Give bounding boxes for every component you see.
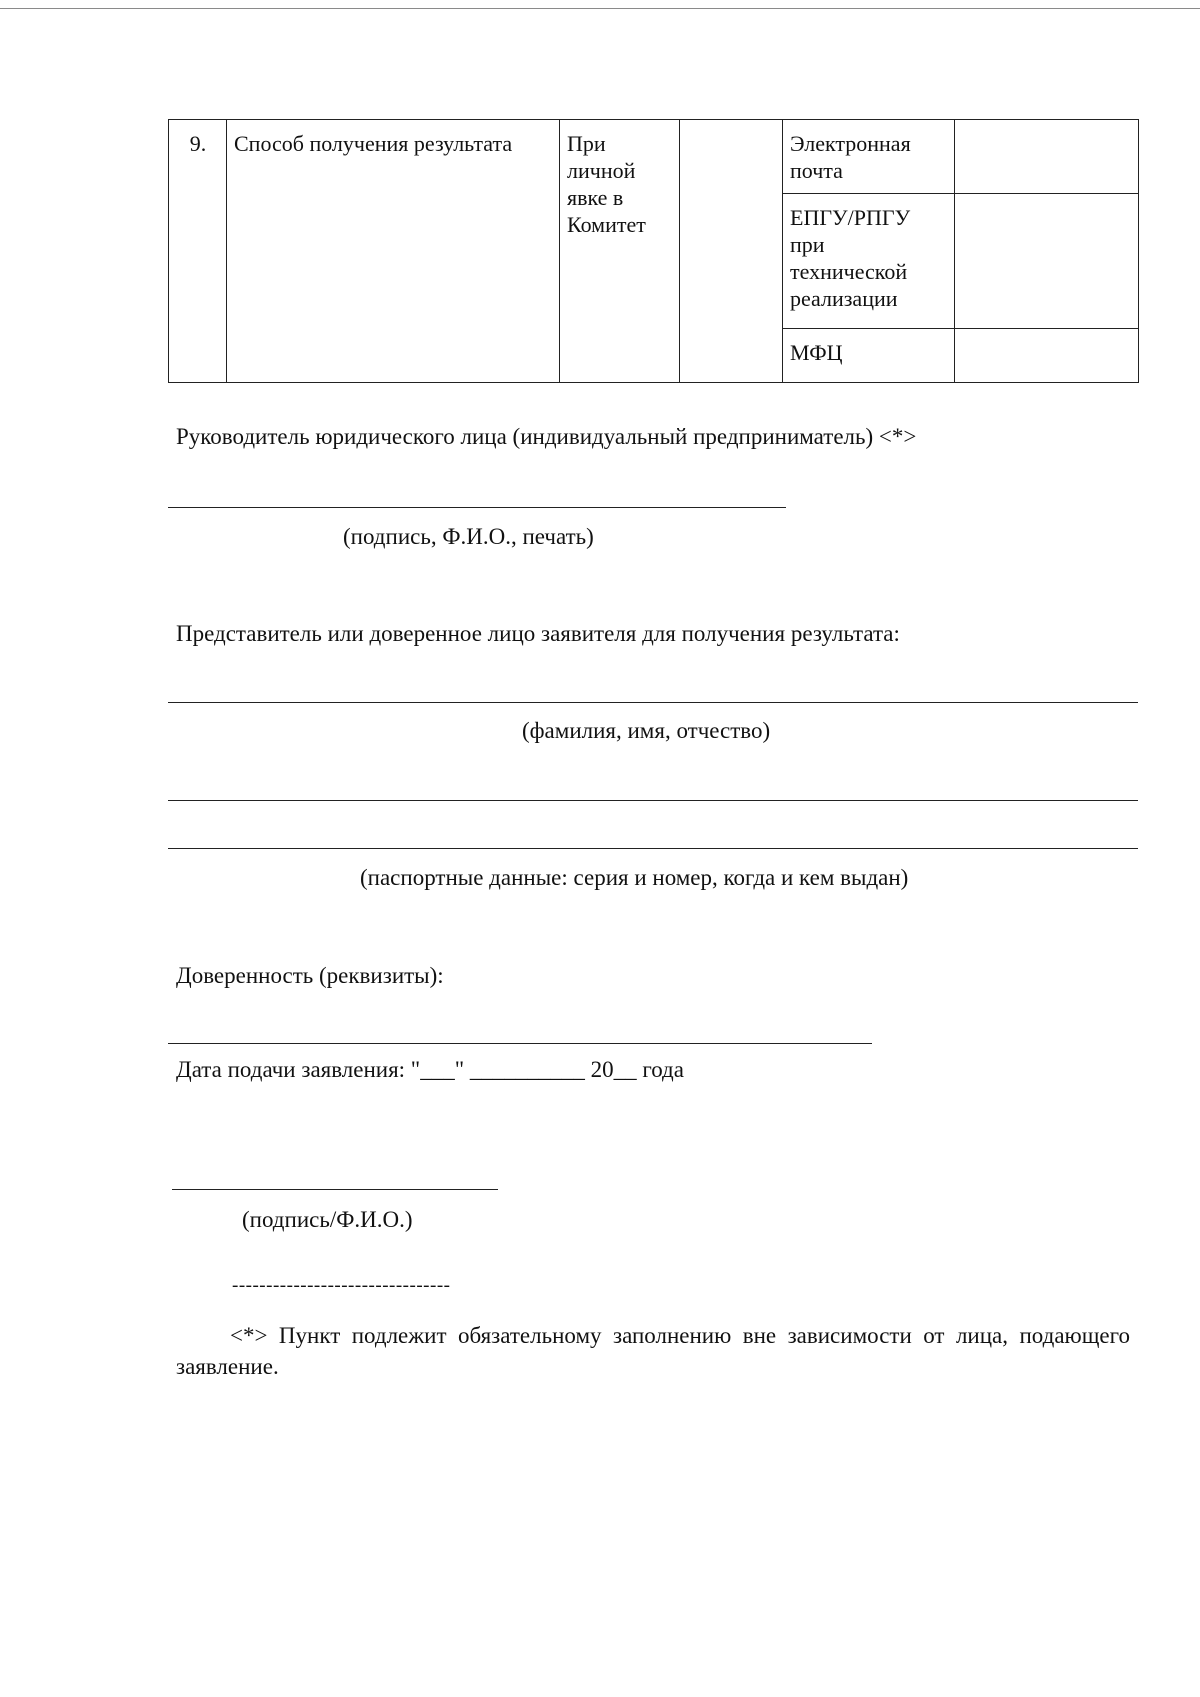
personal-line: Комитет bbox=[567, 212, 646, 237]
row-name: Способ получения результата bbox=[227, 120, 560, 383]
option-line: МФЦ bbox=[790, 340, 843, 366]
option-mfc bbox=[783, 329, 955, 383]
power-of-attorney-line[interactable] bbox=[168, 1043, 872, 1044]
personal-visit-checkbox-cell[interactable] bbox=[680, 120, 783, 383]
option-line: технической bbox=[790, 258, 908, 284]
personal-visit-cell bbox=[560, 120, 680, 383]
footnote-separator: -------------------------------- bbox=[232, 1275, 451, 1296]
option-line: ЕПГУ/РПГУ bbox=[790, 204, 911, 230]
option-epgu bbox=[783, 193, 955, 329]
head-label: Руководитель юридического лица (индивидуальный предприниматель) <*> bbox=[176, 424, 917, 449]
option-line: Электронная bbox=[790, 131, 911, 156]
fio-line[interactable] bbox=[168, 702, 1138, 703]
option-email-mark-cell[interactable] bbox=[955, 120, 1139, 194]
option-email bbox=[783, 120, 955, 194]
applicant-signature-line[interactable] bbox=[172, 1189, 498, 1190]
representative-label: Представитель или доверенное лицо заявителя для получения результата: bbox=[176, 621, 900, 646]
option-epgu-mark-cell[interactable] bbox=[955, 193, 1139, 329]
row-number: 9. bbox=[169, 120, 227, 383]
passport-caption: (паспортные данные: серия и номер, когда и кем выдан) bbox=[360, 865, 909, 890]
personal-line: При bbox=[567, 131, 606, 156]
passport-line-1[interactable] bbox=[168, 800, 1138, 801]
scan-edge-line bbox=[0, 8, 1200, 9]
option-line: почта bbox=[790, 158, 843, 183]
head-sign-caption: (подпись, Ф.И.О., печать) bbox=[343, 524, 594, 549]
option-line: реализации bbox=[790, 285, 898, 311]
option-mfc-mark-cell[interactable] bbox=[955, 329, 1139, 383]
power-of-attorney-label: Доверенность (реквизиты): bbox=[176, 963, 444, 988]
submission-date[interactable]: Дата подачи заявления: "___" __________ 20__ года bbox=[176, 1057, 684, 1082]
passport-line-2[interactable] bbox=[168, 848, 1138, 849]
fio-caption: (фамилия, имя, отчество) bbox=[522, 718, 771, 743]
head-signature-line[interactable] bbox=[168, 507, 786, 508]
footnote-text: <*> Пункт подлежит обязательному заполнению вне зависимости от лица, подающего заявление. bbox=[176, 1323, 1130, 1379]
result-method-table bbox=[168, 119, 1139, 383]
personal-line: явке в bbox=[567, 185, 624, 210]
option-line: при bbox=[790, 231, 825, 257]
applicant-sign-caption: (подпись/Ф.И.О.) bbox=[242, 1207, 413, 1232]
personal-line: личной bbox=[567, 158, 636, 183]
